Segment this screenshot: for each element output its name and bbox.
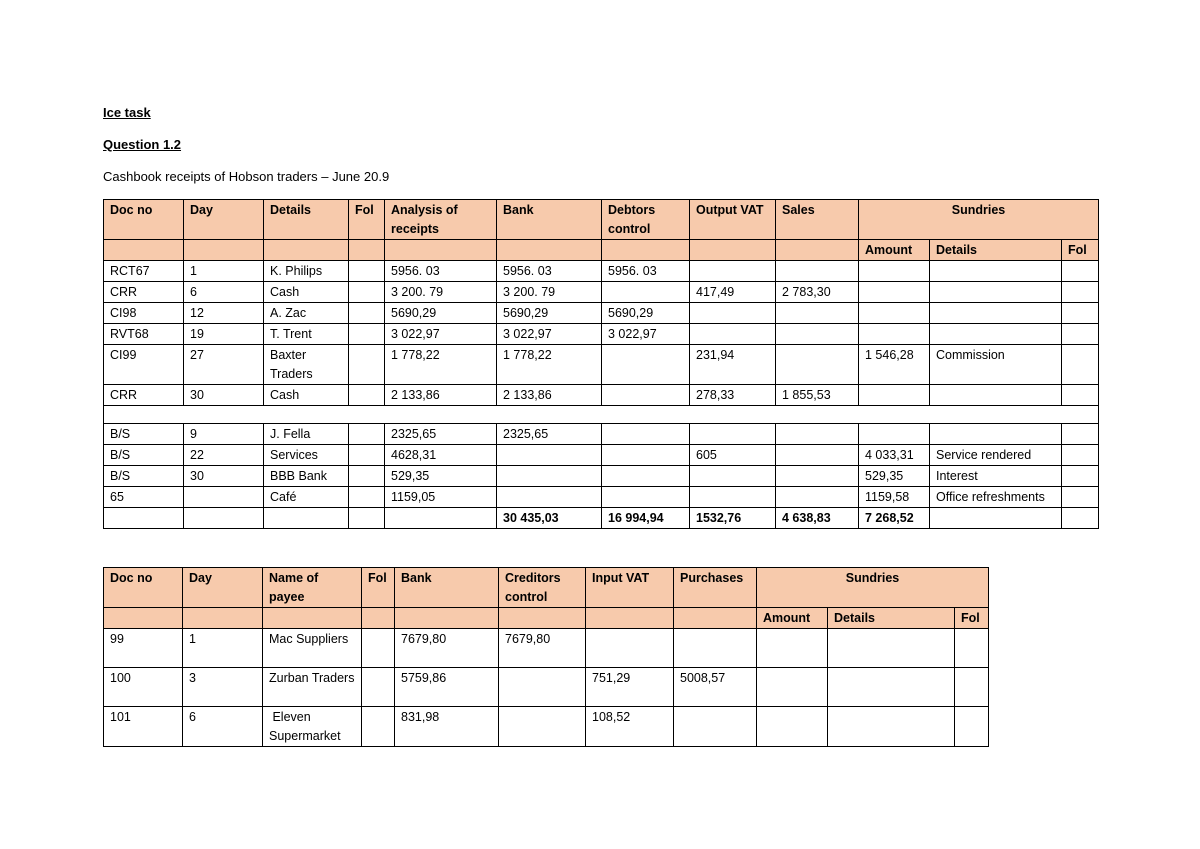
table-cell: Mac Suppliers [263,629,362,668]
table-cell: BBB Bank [264,466,349,487]
table-cell: 2 133,86 [385,385,497,406]
table-cell [690,324,776,345]
table-cell [586,629,674,668]
table-cell [690,487,776,508]
col-header: Sales [776,200,859,240]
table-cell [757,707,828,747]
table-cell [859,324,930,345]
col-header: Name of payee [263,568,362,608]
table-cell [776,345,859,385]
table-cell [349,487,385,508]
col-header: Day [184,200,264,240]
table-cell: A. Zac [264,303,349,324]
table-row [104,466,1099,487]
table-cell [184,487,264,508]
table-cell: 5956. 03 [385,261,497,282]
table-row [104,385,1099,406]
table-cell [497,445,602,466]
table-cell [859,282,930,303]
table-cell: 5690,29 [602,303,690,324]
col-header: Details [264,200,349,240]
table-row [104,668,989,707]
table-cell: 7679,80 [395,629,499,668]
total-sales: 4 638,83 [776,508,859,529]
table-cell [499,668,586,707]
cash-receipts-table [103,199,1099,529]
table-cell [776,424,859,445]
table-cell: 2 133,86 [497,385,602,406]
table-cell [349,466,385,487]
table-cell: 5956. 03 [602,261,690,282]
page-title: Ice task [103,105,151,120]
table-cell: 1 [183,629,263,668]
table-cell [690,261,776,282]
table-cell: 1159,05 [385,487,497,508]
table-row [104,282,1099,303]
cash-payments-table [103,567,989,747]
table-cell: Cash [264,282,349,303]
table-cell: 108,52 [586,707,674,747]
table-row [104,487,1099,508]
col-header: Doc no [104,568,183,608]
table-cell [602,345,690,385]
table-cell: 30 [184,385,264,406]
table-cell [930,303,1062,324]
table-cell [1062,487,1099,508]
table-cell: Service rendered [930,445,1062,466]
table-cell: 7679,80 [499,629,586,668]
table-cell [955,668,989,707]
table-cell [362,629,395,668]
table-cell [602,385,690,406]
table-header-row [104,200,1099,240]
table-cell: 3 200. 79 [497,282,602,303]
table-cell [828,668,955,707]
table-row [104,629,989,668]
table-cell: 529,35 [385,466,497,487]
table-cell [349,303,385,324]
table-cell: 831,98 [395,707,499,747]
table-cell: 101 [104,707,183,747]
table-cell: Cash [264,385,349,406]
table-cell: 529,35 [859,466,930,487]
table-cell [930,324,1062,345]
table-cell: 4628,31 [385,445,497,466]
totals-row [104,508,1099,529]
table-cell: 5956. 03 [497,261,602,282]
table-cell: 22 [184,445,264,466]
table-cell [690,424,776,445]
col-subheader: Fol [955,608,989,629]
table-cell [776,466,859,487]
table-cell: 231,94 [690,345,776,385]
table-cell [757,629,828,668]
table-cell: Eleven Supermarket [263,707,362,747]
table-cell [349,445,385,466]
table-cell: 27 [184,345,264,385]
table-cell: 1 546,28 [859,345,930,385]
col-subheader: Details [930,240,1062,261]
table-cell: 417,49 [690,282,776,303]
table-row [104,707,989,747]
col-header: Doc no [104,200,184,240]
col-subheader: Details [828,608,955,629]
col-subheader: Amount [757,608,828,629]
table-cell [349,385,385,406]
table-cell [776,324,859,345]
table-row [104,445,1099,466]
table-cell: B/S [104,445,184,466]
table-cell: B/S [104,466,184,487]
table-cell [602,466,690,487]
col-header: Debtors control [602,200,690,240]
table-cell: 6 [183,707,263,747]
table-cell: Zurban Traders [263,668,362,707]
table-cell [859,303,930,324]
table-cell [602,282,690,303]
table-cell: 9 [184,424,264,445]
table-cell: 605 [690,445,776,466]
table-cell [1062,466,1099,487]
table-cell: Interest [930,466,1062,487]
table-subheader-row [104,240,1099,261]
receipts-rows-2 [104,424,1099,508]
table-cell: CI99 [104,345,184,385]
table-cell [859,261,930,282]
table-cell: 5690,29 [385,303,497,324]
table-cell [828,629,955,668]
col-header: Creditors control [499,568,586,608]
table-cell [757,668,828,707]
table-cell [776,445,859,466]
table-cell: 5008,57 [674,668,757,707]
table-cell: 4 033,31 [859,445,930,466]
page-subtitle: Cashbook receipts of Hobson traders – June 20.9 [103,169,390,184]
receipts-rows [104,261,1099,406]
table-cell [674,629,757,668]
table-cell [1062,303,1099,324]
table-cell [349,261,385,282]
table-cell [349,424,385,445]
table-cell: 2325,65 [385,424,497,445]
table-cell: Baxter Traders [264,345,349,385]
table-cell: 1159,58 [859,487,930,508]
col-header-sundries: Sundries [859,200,1099,240]
table-cell [930,385,1062,406]
table-cell [776,487,859,508]
table-cell: 100 [104,668,183,707]
table-cell [1062,261,1099,282]
table-cell: 6 [184,282,264,303]
table-cell: RCT67 [104,261,184,282]
table-cell [955,629,989,668]
table-cell: 751,29 [586,668,674,707]
table-cell [602,487,690,508]
table-cell [602,445,690,466]
table-cell: J. Fella [264,424,349,445]
col-header: Bank [497,200,602,240]
table-cell: 278,33 [690,385,776,406]
table-cell [1062,324,1099,345]
col-header-sundries: Sundries [757,568,989,608]
col-header: Day [183,568,263,608]
table-cell: CRR [104,282,184,303]
table-cell: K. Philips [264,261,349,282]
table-cell: 65 [104,487,184,508]
table-cell [930,261,1062,282]
table-cell [930,282,1062,303]
total-bank: 30 435,03 [497,508,602,529]
table-cell: 5759,86 [395,668,499,707]
table-cell: Services [264,445,349,466]
table-cell: 30 [184,466,264,487]
col-header: Fol [349,200,385,240]
table-cell: 3 022,97 [385,324,497,345]
table-cell [690,303,776,324]
table-cell [859,424,930,445]
table-cell: CRR [104,385,184,406]
table-cell: 2325,65 [497,424,602,445]
total-sundries: 7 268,52 [859,508,930,529]
table-cell [674,707,757,747]
col-header: Purchases [674,568,757,608]
col-header: Output VAT [690,200,776,240]
table-cell [362,707,395,747]
table-cell [776,303,859,324]
table-subheader-row [104,608,989,629]
table-cell [349,282,385,303]
table-cell [776,261,859,282]
table-cell [1062,345,1099,385]
table-cell: 3 200. 79 [385,282,497,303]
table-row [104,324,1099,345]
table-cell: Commission [930,345,1062,385]
table-cell: 19 [184,324,264,345]
table-row [104,303,1099,324]
table-cell: 1 855,53 [776,385,859,406]
col-header: Input VAT [586,568,674,608]
table-cell: RVT68 [104,324,184,345]
table-cell: 3 022,97 [602,324,690,345]
table-cell [602,424,690,445]
table-cell: 99 [104,629,183,668]
table-cell: 5690,29 [497,303,602,324]
table-cell [349,345,385,385]
table-cell: 12 [184,303,264,324]
payments-rows [104,629,989,747]
table-cell: Office refreshments [930,487,1062,508]
table-cell: 3 [183,668,263,707]
col-header: Analysis of receipts [385,200,497,240]
table-cell [349,324,385,345]
table-row [104,261,1099,282]
question-heading: Question 1.2 [103,137,182,152]
table-cell: 2 783,30 [776,282,859,303]
table-cell: B/S [104,424,184,445]
table-cell [1062,424,1099,445]
table-cell: CI98 [104,303,184,324]
table-row [104,424,1099,445]
total-output-vat: 1532,76 [690,508,776,529]
table-cell [1062,385,1099,406]
table-cell: 1 [184,261,264,282]
col-header: Bank [395,568,499,608]
table-cell [499,707,586,747]
table-cell: Café [264,487,349,508]
table-cell: T. Trent [264,324,349,345]
table-header-row [104,568,989,608]
table-cell [1062,282,1099,303]
col-subheader: Fol [1062,240,1099,261]
table-cell: 1 778,22 [497,345,602,385]
table-gap-row [104,406,1099,424]
table-cell: 1 778,22 [385,345,497,385]
table-cell [828,707,955,747]
table-cell [1062,445,1099,466]
table-cell [690,466,776,487]
table-cell [859,385,930,406]
table-row [104,345,1099,385]
table-cell: 3 022,97 [497,324,602,345]
col-header: Fol [362,568,395,608]
table-cell [930,424,1062,445]
table-cell [362,668,395,707]
table-cell [497,487,602,508]
total-debtors: 16 994,94 [602,508,690,529]
table-cell [955,707,989,747]
table-cell [497,466,602,487]
col-subheader: Amount [859,240,930,261]
